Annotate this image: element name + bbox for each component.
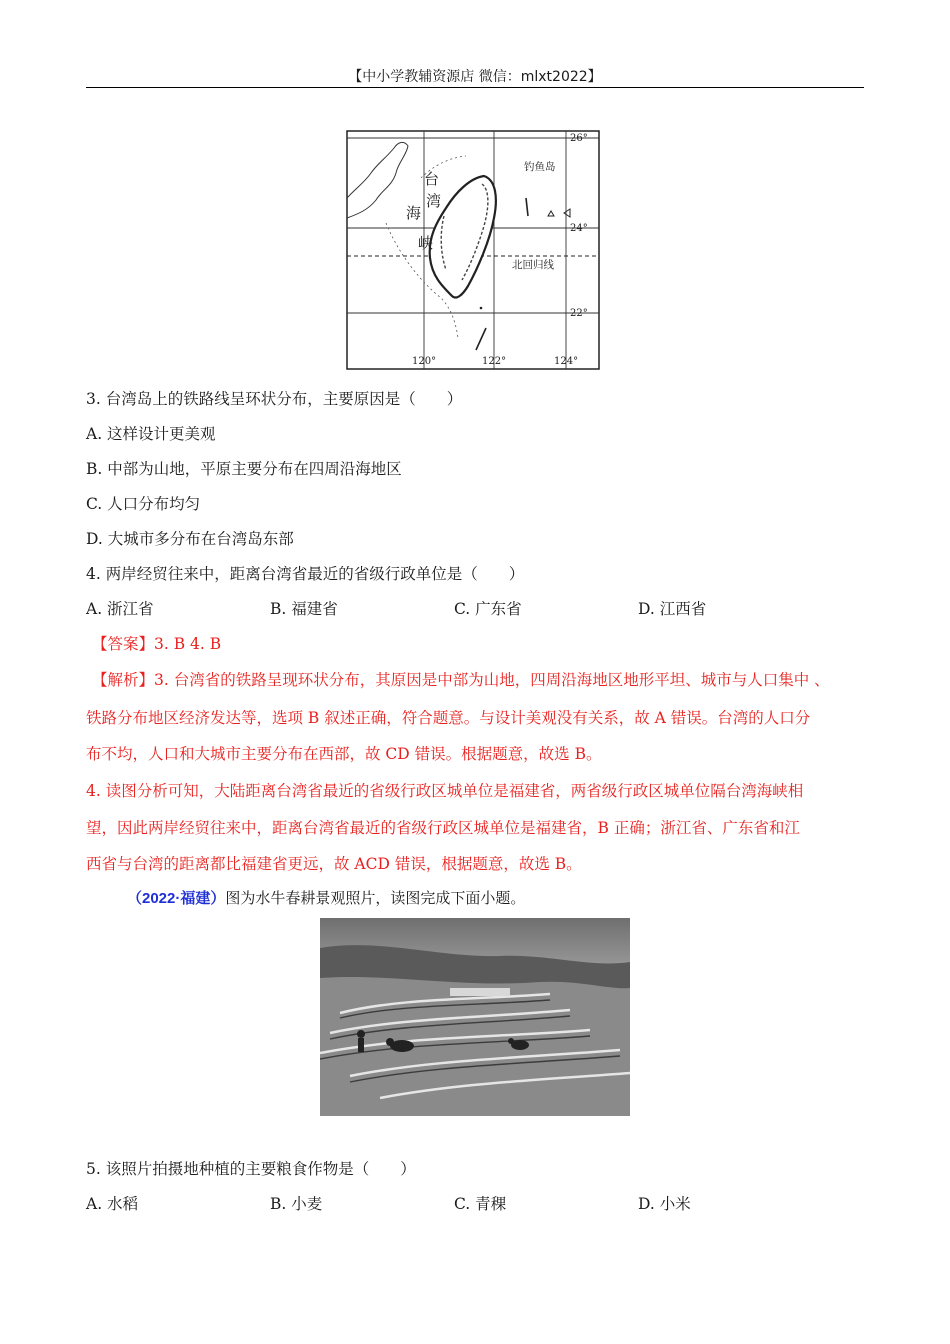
q5-intro [127, 887, 525, 908]
q5-option-b: B. 小麦 [270, 1195, 323, 1213]
answer-text: 3. B 4. B [154, 635, 222, 653]
q4-option-c: C. 广东省 [454, 600, 522, 618]
q3-stem: 3. 台湾岛上的铁路线呈环状分布，主要原因是（ ） [86, 390, 463, 408]
q5-option-a: A. 水稻 [86, 1195, 139, 1213]
strait-char-2: 湾 [426, 192, 442, 210]
analysis-line-2: 铁路分布地区经济发达等，选项 B 叙述正确，符合题意。与设计美观没有关系，故 A 错误。台湾的人口分 [86, 709, 811, 727]
q4-stem: 4. 两岸经贸往来中，距离台湾省最近的省级行政单位是（ ） [86, 565, 525, 583]
lon-120-label: 120° [412, 356, 437, 367]
q3-option-a: A. 这样设计更美观 [86, 425, 216, 443]
answer-tag: 【答案】 [92, 635, 155, 653]
taiwan-map-figure [346, 128, 602, 371]
analysis-line-3: 布不均，人口和大城市主要分布在西部，故 CD 错误。根据题意，故选 B。 [86, 745, 602, 763]
q4-option-a: A. 浙江省 [86, 600, 154, 618]
strait-char-3: 海 [406, 204, 422, 222]
diaoyu-label: 钓鱼岛 [524, 161, 556, 173]
lat-26-label: 26° [570, 133, 588, 144]
lon-124-label: 124° [554, 356, 579, 367]
q5-option-c: C. 青稞 [454, 1195, 507, 1213]
q4-option-b: B. 福建省 [270, 600, 338, 618]
page-header: 【中小学教辅资源店 微信：mlxt2022】 [348, 69, 602, 85]
analysis-line-1: 【解析】3. 台湾省的铁路呈现环状分布，其原因是中部为山地，四周沿海地区地形平坦、城市与人口集中 、 [92, 671, 830, 689]
strait-char-4: 峡 [418, 234, 434, 252]
strait-char-1: 台 [424, 170, 440, 188]
header-rule [86, 87, 864, 88]
source-tag: （2022·福建） [127, 890, 226, 907]
q5-option-d: D. 小米 [638, 1195, 691, 1213]
q3-option-c: C. 人口分布均匀 [86, 495, 201, 513]
terrace-buffalo-photo [320, 918, 630, 1116]
q5-stem: 5. 该照片拍摄地种植的主要粮食作物是（ ） [86, 1160, 416, 1178]
q3-option-d: D. 大城市多分布在台湾岛东部 [86, 530, 294, 548]
lat-24-label: 24° [570, 223, 588, 234]
analysis-tag: 【解析】 [92, 671, 155, 689]
analysis-line-6: 西省与台湾的距离都比福建省更远，故 ACD 错误，根据题意，故选 B。 [86, 855, 582, 873]
lat-22-label: 22° [570, 308, 588, 319]
tropic-label: 北回归线 [512, 259, 554, 271]
analysis-line-5: 望，因此两岸经贸往来中，距离台湾省最近的省级行政区城单位是福建省，B 正确；浙江省、广东省和江 [86, 819, 800, 837]
lon-122-label: 122° [482, 356, 507, 367]
q4-option-d: D. 江西省 [638, 600, 707, 618]
answer-line [92, 632, 221, 654]
analysis-line-4: 4. 读图分析可知，大陆距离台湾省最近的省级行政区城单位是福建省，两省级行政区城单位隔台湾海峡相 [86, 782, 804, 800]
q3-option-b: B. 中部为山地，平原主要分布在四周沿海地区 [86, 460, 402, 478]
intro-text: 图为水牛春耕景观照片，读图完成下面小题。 [225, 889, 526, 907]
